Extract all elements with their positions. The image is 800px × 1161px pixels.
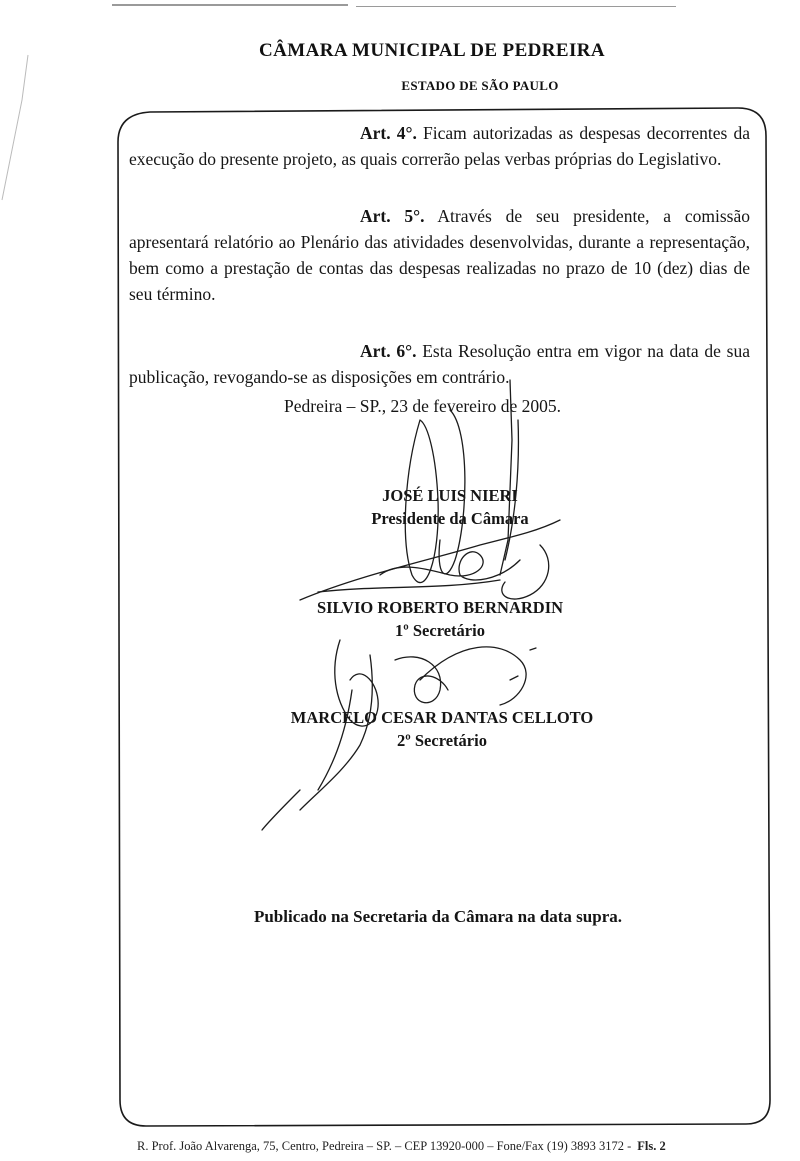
signatory-role: 2º Secretário: [397, 731, 487, 750]
signatory-role: 1º Secretário: [395, 621, 485, 640]
publication-note: Publicado na Secretaria da Câmara na data supra.: [253, 907, 623, 926]
signatory-president: [0, 484, 800, 530]
signatory-role: Presidente da Câmara: [371, 509, 529, 528]
signatory-name: SILVIO ROBERTO BERNARDIN: [316, 598, 564, 617]
articles-body: [129, 120, 750, 421]
date-line: Pedreira – SP., 23 de fevereiro de 2005.: [284, 396, 562, 416]
article-4-label: Art. 4°.: [360, 123, 417, 143]
letterhead-subtitle: ESTADO DE SÃO PAULO: [401, 78, 559, 93]
letterhead-title: CÂMARA MUNICIPAL DE PEDREIRA: [259, 40, 605, 61]
signatory-name: JOSÉ LUIS NIERI: [382, 486, 518, 505]
article-4-text: Ficam autorizadas as despesas decorrentes da execução do presente projeto, as quais correrão pelas verbas próprias do Legislativo.: [129, 123, 750, 169]
signatory-first-secretary: [0, 596, 800, 642]
article-6-label: Art. 6°.: [360, 341, 417, 361]
signatory-second-secretary: [0, 706, 800, 752]
article-5: [129, 203, 750, 307]
footer-page-number: Fls. 2: [637, 1139, 666, 1153]
article-6: [129, 338, 750, 390]
article-4: [129, 120, 750, 172]
signatory-name: MARCELO CESAR DANTAS CELLOTO: [290, 708, 594, 727]
footer-address: R. Prof. João Alvarenga, 75, Centro, Pedreira – SP. – CEP 13920-000 – Fone/Fax (19) 3893 3172 -: [137, 1139, 632, 1153]
footer: [137, 1139, 666, 1154]
article-5-text: Através de seu presidente, a comissão apresentará relatório ao Plenário das atividades desenvolvidas, durante a representação, bem como a prestação de contas das despesas realizadas no prazo de 10 (dez) dias de seu término.: [129, 206, 750, 304]
article-5-label: Art. 5°.: [360, 206, 425, 226]
article-6-text: Esta Resolução entra em vigor na data de sua publicação, revogando-se as disposições em contrário.: [129, 341, 751, 387]
